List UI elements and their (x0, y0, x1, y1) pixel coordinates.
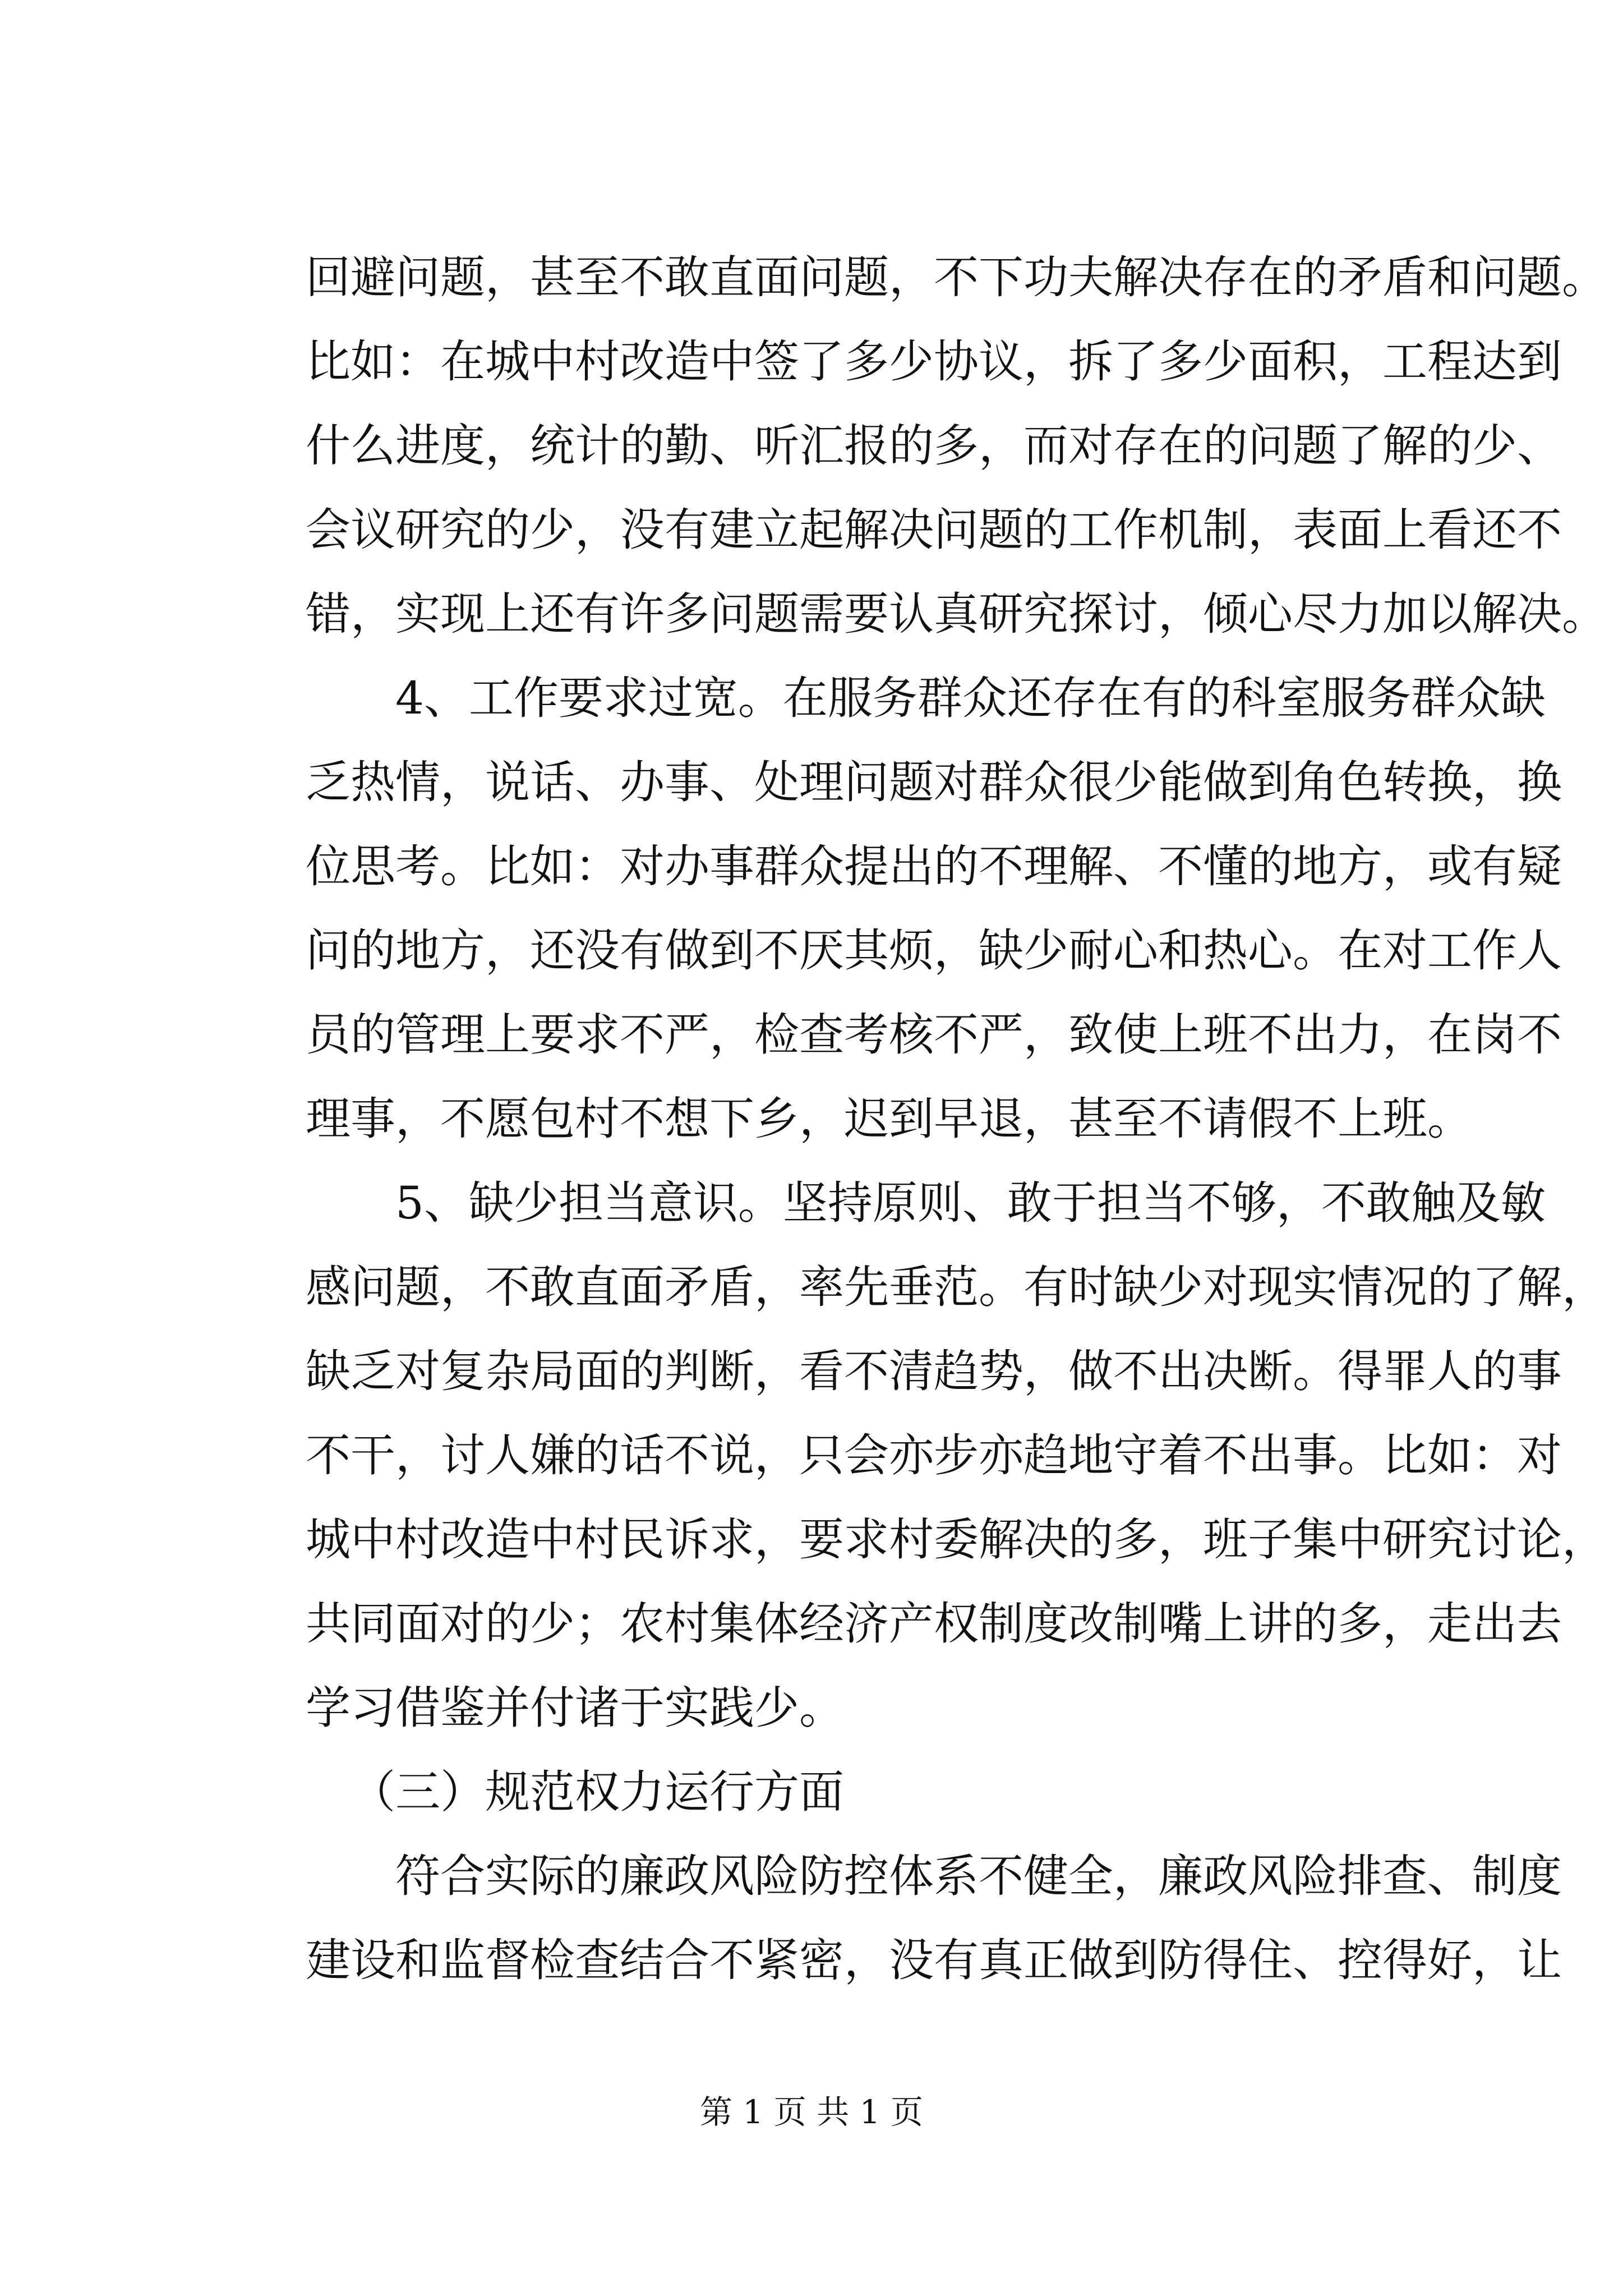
text-line: 城中村改造中村民诉求，要求村委解决的多，班子集中研究讨论， (306, 1513, 1607, 1566)
text-line: 符合实际的廉政风险防控体系不健全，廉政风险排查、制度 (395, 1850, 1562, 1902)
text-line: 学习借鉴并付诸于实践少。 (306, 1682, 844, 1734)
page-footer: 第 1 页 共 1 页 (700, 2093, 923, 2131)
text-line: 乏热情，说话、办事、处理问题对群众很少能做到角色转换，换 (306, 756, 1562, 808)
text-line: 比如：在城中村改造中签了多少协议，拆了多少面积，工程达到 (306, 335, 1562, 388)
document-body (306, 236, 1607, 2003)
text-line: 问的地方，还没有做到不厌其烦，缺少耐心和热心。在对工作人 (306, 924, 1562, 977)
text-line: 5、缺少担当意识。坚持原则、敢于担当不够，不敢触及敏 (395, 1177, 1546, 1229)
text-line: 不干，讨人嫌的话不说，只会亦步亦趋地守着不出事。比如：对 (306, 1429, 1562, 1481)
text-line: 什么进度，统计的勤、听汇报的多，而对存在的问题了解的少、 (306, 420, 1562, 472)
text-line: 感问题，不敢直面矛盾，率先垂范。有时缺少对现实情况的了解， (306, 1261, 1607, 1313)
text-line: 4、工作要求过宽。在服务群众还存在有的科室服务群众缺 (395, 672, 1546, 724)
text-line: 理事，不愿包村不想下乡，迟到早退，甚至不请假不上班。 (306, 1093, 1472, 1145)
text-line: 位思考。比如：对办事群众提出的不理解、不懂的地方，或有疑 (306, 840, 1562, 892)
text-line: 共同面对的少；农村集体经济产权制度改制嘴上讲的多，走出去 (306, 1598, 1562, 1650)
text-line: 错，实现上还有许多问题需要认真研究探讨，倾心尽力加以解决。 (306, 588, 1607, 640)
text-line: 建设和监督检查结合不紧密，没有真正做到防得住、控得好，让 (306, 1934, 1562, 1986)
text-line: 员的管理上要求不严，检查考核不严，致使上班不出力，在岗不 (306, 1009, 1562, 1061)
text-line: 会议研究的少，没有建立起解决问题的工作机制，表面上看还不 (306, 504, 1562, 556)
text-line: 回避问题，甚至不敢直面问题，不下功夫解决存在的矛盾和问题。 (306, 251, 1607, 303)
section-heading: （三）规范权力运行方面 (351, 1766, 844, 1818)
text-line: 缺乏对复杂局面的判断，看不清趋势，做不出决断。得罪人的事 (306, 1345, 1562, 1397)
